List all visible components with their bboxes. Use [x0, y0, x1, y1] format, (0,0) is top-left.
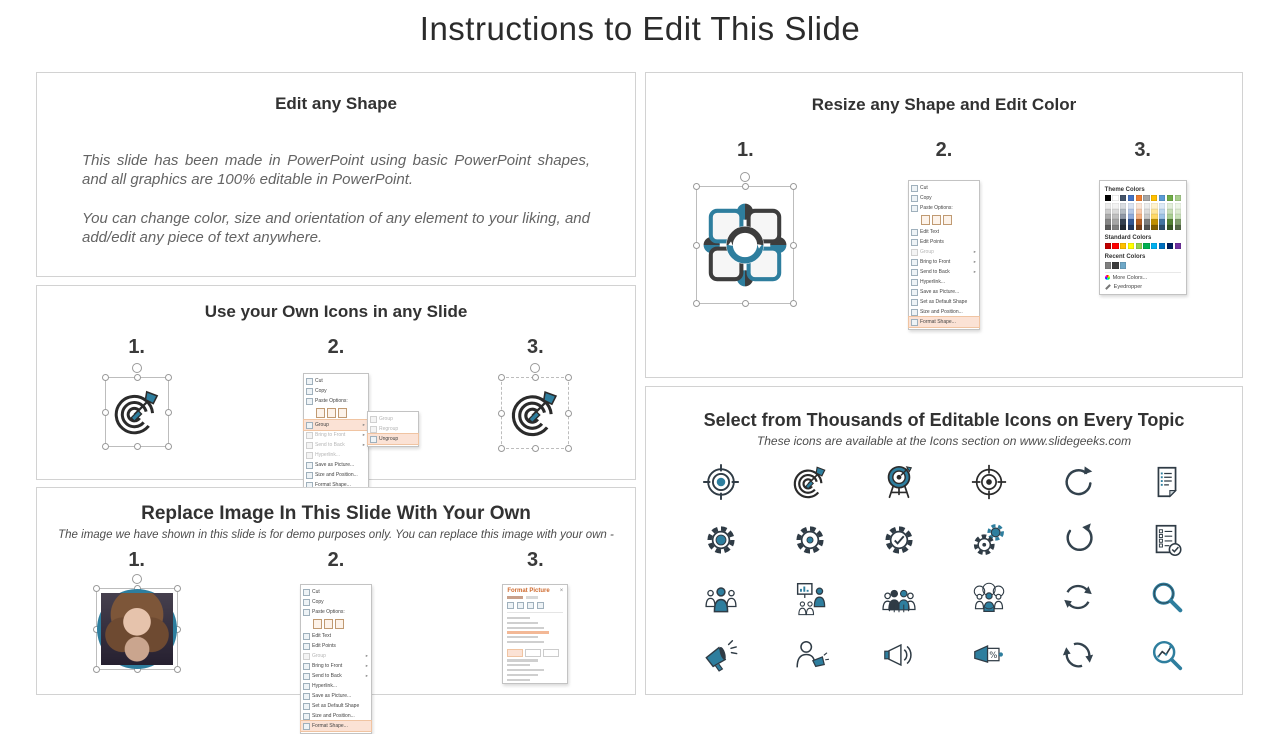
panel-subtitle: These icons are available at the Icons section on www.slidegeeks.com — [756, 434, 1132, 448]
menu-item[interactable]: Edit Points — [301, 641, 371, 651]
group-submenu — [367, 411, 419, 447]
panel-replace-image — [36, 487, 636, 729]
menu-item[interactable]: Save as Picture... — [301, 691, 371, 701]
format-picture-options[interactable] — [507, 612, 563, 681]
color-swatch[interactable] — [1175, 195, 1181, 201]
color-swatch[interactable] — [1136, 243, 1142, 249]
document-checklist-icon[interactable] — [1148, 463, 1186, 501]
color-wheel-icon — [1105, 275, 1110, 280]
sync-arrows-icon[interactable] — [1059, 578, 1097, 616]
step-2 — [845, 139, 1044, 330]
panel-title: Use your Own Icons in any Slide — [204, 302, 468, 321]
panel-subtitle: The image we have shown in this slide is for demo purposes only. You can replace this image with your own - — [58, 529, 614, 541]
woman-portrait-image — [97, 589, 177, 669]
paste-options-icons[interactable] — [909, 213, 979, 227]
edit-shape-paragraph-1: This slide has been made in PowerPoint using basic PowerPoint shapes, and all graphics are 100% editable in PowerPoint. — [82, 152, 590, 189]
menu-item[interactable]: Send to Back ▸ — [301, 671, 371, 681]
format-picture-tabs[interactable] — [507, 596, 563, 599]
color-picker-pane — [1099, 180, 1187, 295]
announcer-person-icon[interactable] — [791, 636, 829, 674]
color-swatch[interactable] — [1120, 262, 1126, 268]
panel-title: Edit any Shape — [275, 94, 397, 113]
rotate-handle[interactable] — [132, 574, 142, 584]
menu-item[interactable]: Send to Back ▸ — [304, 440, 368, 450]
menu-item[interactable]: Copy — [301, 597, 371, 607]
megaphone-side-icon[interactable] — [880, 636, 918, 674]
format-picture-toolbar-icons[interactable] — [507, 602, 563, 609]
color-swatch[interactable] — [1120, 195, 1126, 201]
panel-resize-color — [645, 72, 1243, 378]
menu-item[interactable]: Copy — [909, 193, 979, 203]
double-gears-icon[interactable] — [970, 521, 1008, 559]
context-menu — [303, 373, 369, 493]
color-swatch[interactable] — [1112, 243, 1118, 249]
menu-item[interactable]: Group — [368, 414, 418, 424]
cycle-arrows-icon[interactable] — [1059, 636, 1097, 674]
step-number: 3. — [526, 549, 544, 571]
team-leader-icon[interactable] — [702, 578, 740, 616]
step-number: 1. — [736, 139, 754, 161]
step-number: 2. — [327, 336, 345, 358]
rotate-handle[interactable] — [132, 363, 142, 373]
menu-item[interactable]: Hyperlink... — [301, 681, 371, 691]
menu-item[interactable]: Cut — [301, 587, 371, 597]
theme-colors-label: Theme Colors — [1104, 187, 1145, 193]
paste-options-icons[interactable] — [304, 406, 368, 420]
menu-item[interactable]: Paste Options: — [304, 396, 368, 406]
menu-item[interactable]: Cut — [304, 376, 368, 386]
ungrouped-dartboard-shape[interactable] — [501, 377, 569, 449]
menu-item[interactable]: Paste Options: — [301, 607, 371, 617]
search-analytics-icon[interactable] — [1148, 636, 1186, 674]
team-profiles-icon[interactable] — [970, 578, 1008, 616]
crosshair-target-icon[interactable] — [970, 463, 1008, 501]
selected-dartboard-shape[interactable] — [105, 377, 169, 447]
menu-item[interactable]: Set as Default Shape — [301, 701, 371, 711]
selected-portrait-image[interactable] — [96, 588, 178, 670]
dartboard-arrow-icon — [508, 386, 562, 440]
panel-edit-any-shape — [36, 72, 636, 277]
promo-megaphone-icon[interactable] — [970, 636, 1008, 674]
menu-item[interactable]: Size and Position... — [304, 470, 368, 480]
menu-item[interactable]: Ungroup — [368, 434, 418, 444]
step-number: 3. — [1134, 139, 1151, 161]
gear-dot-icon[interactable] — [791, 521, 829, 559]
menu-item[interactable]: Set as Default Shape — [909, 297, 979, 307]
menu-item[interactable]: Cut — [909, 183, 979, 193]
color-swatch[interactable] — [1143, 195, 1149, 201]
menu-item[interactable]: Hyperlink... — [909, 277, 979, 287]
context-menu — [300, 584, 372, 734]
color-tint-swatch[interactable] — [1105, 225, 1111, 230]
color-tint-swatch[interactable] — [1159, 225, 1165, 230]
menu-item[interactable]: Group ▸ — [909, 247, 979, 257]
recent-color-row — [1105, 262, 1181, 268]
color-swatch[interactable] — [1112, 262, 1118, 268]
menu-item[interactable]: Bring to Front ▸ — [301, 661, 371, 671]
context-menu — [908, 180, 980, 330]
refresh-arrow-icon[interactable] — [1059, 521, 1097, 559]
step-3 — [436, 336, 635, 493]
step-3 — [436, 549, 635, 734]
color-swatch[interactable] — [1128, 195, 1134, 201]
gear-solid-icon[interactable] — [702, 521, 740, 559]
color-tint-swatch[interactable] — [1128, 225, 1134, 230]
color-tint-swatch[interactable] — [1136, 225, 1142, 230]
menu-item[interactable]: Send to Back ▸ — [909, 267, 979, 277]
step-number: 2. — [935, 139, 953, 161]
theme-color-row — [1105, 195, 1181, 201]
menu-item[interactable]: Bring to Front ▸ — [304, 430, 368, 440]
color-swatch[interactable] — [1175, 243, 1181, 249]
dartboard-stand-icon[interactable] — [880, 463, 918, 501]
menu-item[interactable]: Group ▸ — [304, 420, 368, 430]
step-2 — [236, 336, 435, 493]
menu-item[interactable]: Regroup — [368, 424, 418, 434]
rotate-cw-arrow-icon[interactable] — [1059, 463, 1097, 501]
step-number: 1. — [128, 336, 145, 358]
menu-item[interactable]: Size and Position... — [909, 307, 979, 317]
color-swatch[interactable] — [1159, 195, 1165, 201]
step-number: 3. — [526, 336, 544, 358]
step-number: 2. — [327, 549, 345, 571]
step-2 — [236, 549, 435, 734]
step-3 — [1043, 139, 1242, 330]
step-1 — [646, 139, 845, 330]
color-tint-swatch[interactable] — [1175, 225, 1181, 230]
task-list-check-icon[interactable] — [1148, 521, 1186, 559]
menu-item[interactable]: Format Shape... — [304, 480, 368, 490]
quad-diagram-shape — [700, 200, 790, 290]
step-number: 1. — [128, 549, 145, 571]
people-group-icon[interactable] — [880, 578, 918, 616]
panel-title: Select from Thousands of Editable Icons on Every Topic — [703, 410, 1185, 430]
color-swatch[interactable] — [1159, 243, 1165, 249]
eyedropper-item[interactable]: Eyedropper — [1105, 284, 1181, 290]
rotate-handle[interactable] — [740, 172, 750, 182]
color-tint-swatch[interactable] — [1112, 225, 1118, 230]
color-swatch[interactable] — [1151, 243, 1157, 249]
page-title: Instructions to Edit This Slide — [419, 10, 861, 47]
standard-color-row — [1105, 243, 1181, 249]
target-focus-icon[interactable] — [702, 463, 740, 501]
gear-check-icon[interactable] — [880, 521, 918, 559]
menu-item[interactable]: Format Shape... — [301, 721, 371, 731]
color-swatch[interactable] — [1136, 195, 1142, 201]
recent-colors-label: Recent Colors — [1104, 254, 1146, 261]
color-swatch[interactable] — [1128, 243, 1134, 249]
menu-item[interactable]: Hyperlink... — [304, 450, 368, 460]
color-tint-swatch[interactable] — [1120, 225, 1126, 230]
more-colors-item[interactable]: More Colors... — [1105, 272, 1181, 281]
menu-item[interactable]: Save as Picture... — [304, 460, 368, 470]
color-swatch[interactable] — [1167, 243, 1173, 249]
menu-item[interactable]: Group ▸ — [301, 651, 371, 661]
panel-icon-library — [645, 386, 1243, 695]
format-picture-pane — [502, 584, 568, 684]
color-swatch[interactable] — [1151, 195, 1157, 201]
step-1 — [37, 336, 236, 493]
panel-title: Replace Image In This Slide With Your Own — [141, 503, 531, 524]
theme-color-tints — [1105, 203, 1181, 230]
menu-item[interactable]: Edit Text — [301, 631, 371, 641]
icon-grid — [676, 453, 1212, 684]
panel-title: Resize any Shape and Edit Color — [811, 95, 1077, 114]
rotate-handle[interactable] — [530, 363, 540, 373]
color-swatch[interactable] — [1167, 195, 1173, 201]
megaphone-icon[interactable] — [702, 636, 740, 674]
menu-item[interactable]: Size and Position... — [301, 711, 371, 721]
magnifier-icon[interactable] — [1148, 578, 1186, 616]
color-swatch[interactable] — [1120, 243, 1126, 249]
color-swatch[interactable] — [1105, 262, 1111, 268]
close-icon[interactable]: × — [559, 588, 564, 594]
edit-shape-paragraph-2: You can change color, size and orientation of any element to your liking, and add/edit any piece of text anywhere. — [82, 209, 590, 247]
selected-quad-shape[interactable] — [696, 186, 794, 304]
color-swatch[interactable] — [1143, 243, 1149, 249]
step-1 — [37, 549, 236, 734]
eyedropper-icon — [1105, 284, 1111, 290]
format-picture-title: Format Picture — [507, 588, 550, 594]
menu-item[interactable]: Copy — [304, 386, 368, 396]
paste-options-icons[interactable] — [301, 617, 371, 631]
dartboard-arrow-icon — [111, 386, 163, 438]
panel-own-icons — [36, 285, 636, 488]
standard-colors-label: Standard Colors — [1104, 235, 1152, 242]
menu-item[interactable]: Paste Options: — [909, 203, 979, 213]
color-swatch[interactable] — [1112, 195, 1118, 201]
menu-item[interactable]: Format Shape... — [909, 317, 979, 327]
training-presentation-icon[interactable] — [791, 578, 829, 616]
menu-item[interactable]: Edit Points — [909, 237, 979, 247]
menu-item[interactable]: Bring to Front ▸ — [909, 257, 979, 267]
menu-item[interactable]: Save as Picture... — [909, 287, 979, 297]
color-swatch[interactable] — [1105, 243, 1111, 249]
color-tint-swatch[interactable] — [1151, 225, 1157, 230]
menu-item[interactable]: Edit Text — [909, 227, 979, 237]
color-tint-swatch[interactable] — [1144, 225, 1150, 230]
color-swatch[interactable] — [1105, 195, 1111, 201]
dartboard-arrow-icon[interactable] — [791, 463, 829, 501]
color-tint-swatch[interactable] — [1167, 225, 1173, 230]
